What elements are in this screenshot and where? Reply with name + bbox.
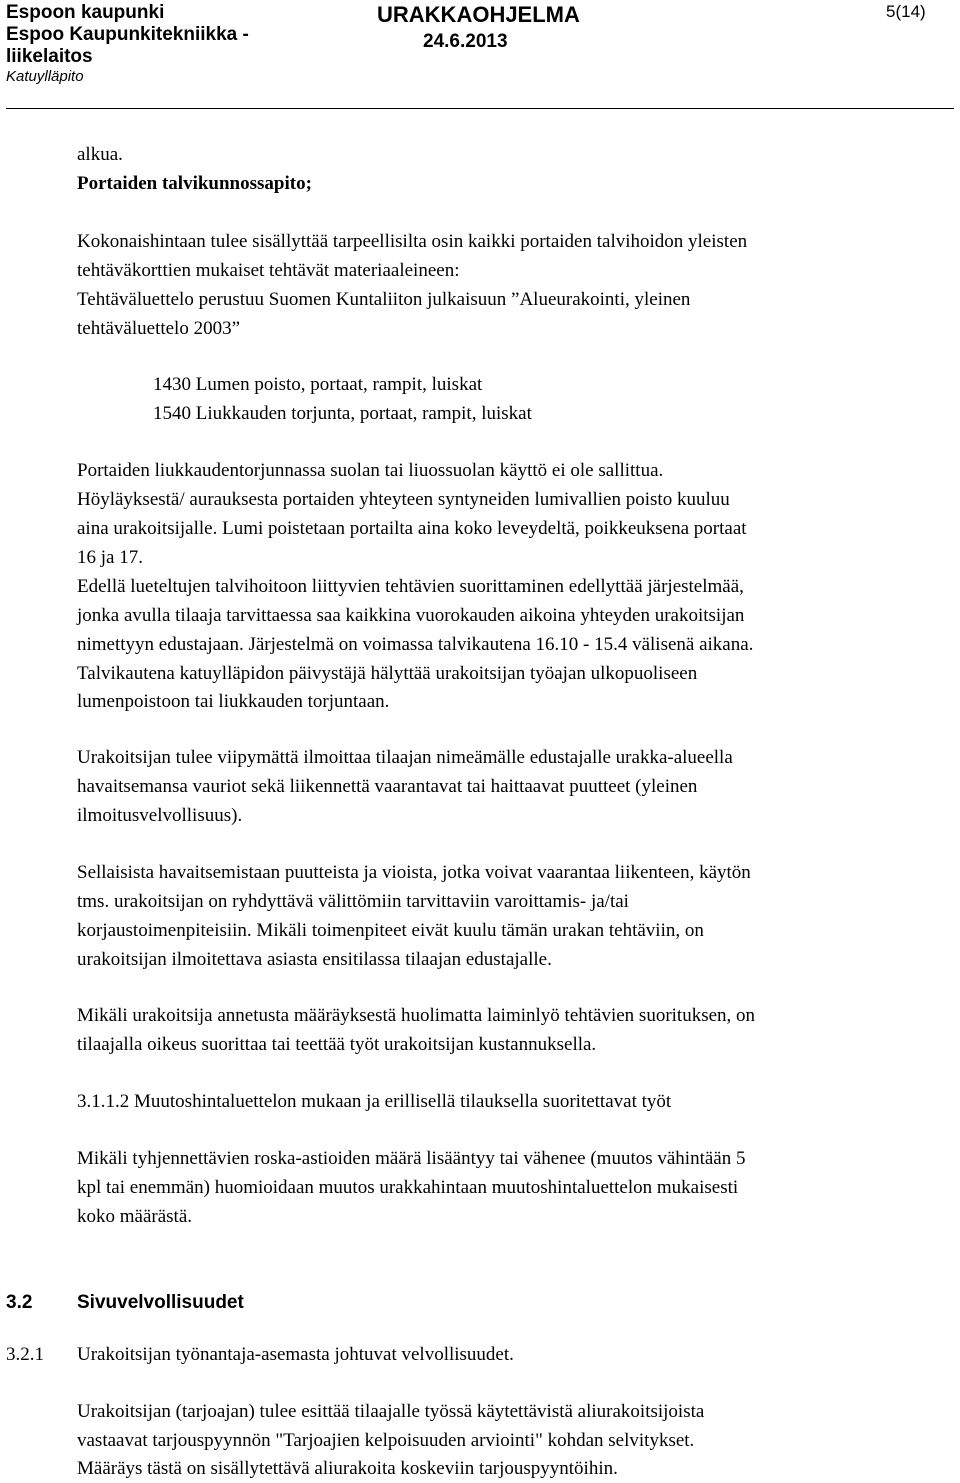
text-line: tehtäväluettelo 2003”: [77, 318, 241, 339]
text-line: korjaustoimenpiteisiin. Mikäli toimenpiteet eivät kuulu tämän urakan tehtäviin, on: [77, 920, 704, 941]
text-line: 16 ja 17.: [77, 547, 143, 568]
section-title: Sivuvelvollisuudet: [77, 1292, 244, 1313]
text-line: Sellaisista havaitsemistaan puutteista ja vioista, jotka voivat vaarantaa liikenteen, käytön: [77, 862, 751, 883]
text-line: nimettyyn edustajaan. Järjestelmä on voimassa talvikautena 16.10 - 15.4 välisenä aikana.: [77, 634, 754, 655]
text-line: Urakoitsijan (tarjoajan) tulee esittää tilaajalle työssä käytettävistä aliurakoitsijoista: [77, 1401, 705, 1422]
text-line: alkua.: [77, 144, 123, 165]
text-line: havaitsemansa vauriot sekä liikennettä vaarantavat tai haittaavat puutteet (yleinen: [77, 776, 698, 797]
text-line: koko määrästä.: [77, 1206, 193, 1227]
text-line: Höyläyksestä/ aurauksesta portaiden yhteyteen syntyneiden lumivallien poisto kuuluu: [77, 489, 730, 510]
subsection-number: 3.2.1: [6, 1344, 44, 1365]
document-title: URAKKAOHJELMA: [377, 2, 580, 27]
text-line: aina urakoitsijalle. Lumi poistetaan portailta aina koko leveydeltä, poikkeuksena portaat: [77, 518, 747, 539]
department-name-cont: liikelaitos: [6, 46, 93, 67]
text-line: Mikäli urakoitsija annetusta määräyksestä huolimatta laiminlyö tehtävien suorituksen, on: [77, 1005, 756, 1026]
text-line: kpl tai enemmän) huomioidaan muutos urakkahintaan muutoshintaluettelon mukaisesti: [77, 1177, 739, 1198]
text-line: Portaiden liukkaudentorjunnassa suolan tai liuossuolan käyttö ei ole sallittua.: [77, 460, 664, 481]
text-line: lumenpoistoon tai liukkauden torjuntaan.: [77, 691, 390, 712]
text-line: tms. urakoitsijan on ryhdyttävä välittömiin tarvittaviin varoittamis- ja/tai: [77, 891, 629, 912]
document-date: 24.6.2013: [423, 31, 508, 52]
subsection-heading-3-1-1-2: 3.1.1.2 Muutoshintaluettelon mukaan ja erillisellä tilauksella suoritettavat työt: [77, 1091, 672, 1112]
department-name: Espoo Kaupunkitekniikka -: [6, 24, 249, 45]
text-line: vastaavat tarjouspyynnön "Tarjoajien kelpoisuuden arviointi" kohdan selvitykset.: [77, 1430, 695, 1451]
text-line: Kokonaishintaan tulee sisällyttää tarpeellisilta osin kaikki portaiden talvihoidon yleisten: [77, 231, 748, 252]
header-divider: [6, 108, 954, 109]
text-line: tehtäväkorttien mukaiset tehtävät materiaaleineen:: [77, 260, 460, 281]
task-item: 1430 Lumen poisto, portaat, rampit, luiskat: [153, 374, 483, 395]
text-line: Mikäli tyhjennettävien roska-astioiden määrä lisääntyy tai vähenee (muutos vähintään 5: [77, 1148, 746, 1169]
text-line: Määräys tästä on sisällytettävä aliurakoita koskeviin tarjouspyyntöihin.: [77, 1458, 618, 1479]
text-line: jonka avulla tilaaja tarvittaessa saa kaikkina vuorokauden aikoina yhteyden urakoitsijan: [77, 605, 745, 626]
task-item: 1540 Liukkauden torjunta, portaat, rampit, luiskat: [153, 403, 532, 424]
text-line: Urakoitsijan tulee viipymättä ilmoittaa tilaajan nimeämälle edustajalle urakka-alueella: [77, 747, 733, 768]
text-line: Talvikautena katuylläpidon päivystäjä hälyttää urakoitsijan työajan ulkopuoliseen: [77, 663, 698, 684]
text-line: Tehtäväluettelo perustuu Suomen Kuntaliiton julkaisuun ”Alueurakointi, yleinen: [77, 289, 691, 310]
organization-name: Espoon kaupunki: [6, 2, 165, 23]
subheading-stairs-winter: Portaiden talvikunnossapito;: [77, 173, 312, 194]
text-line: Edellä lueteltujen talvihoitoon liittyvien tehtävien suorittaminen edellyttää järjestelmää,: [77, 576, 744, 597]
section-number: 3.2: [6, 1292, 33, 1313]
subsection-title: Urakoitsijan työnantaja-asemasta johtuvat velvollisuudet.: [77, 1344, 514, 1365]
text-line: tilaajalla oikeus suorittaa tai teettää työt urakoitsijan kustannuksella.: [77, 1034, 597, 1055]
page-number: 5(14): [886, 2, 926, 21]
unit-name: Katuylläpito: [6, 68, 84, 85]
text-line: ilmoitusvelvollisuus).: [77, 805, 243, 826]
text-line: urakoitsijan ilmoitettava asiasta ensitilassa tilaajan edustajalle.: [77, 949, 552, 970]
